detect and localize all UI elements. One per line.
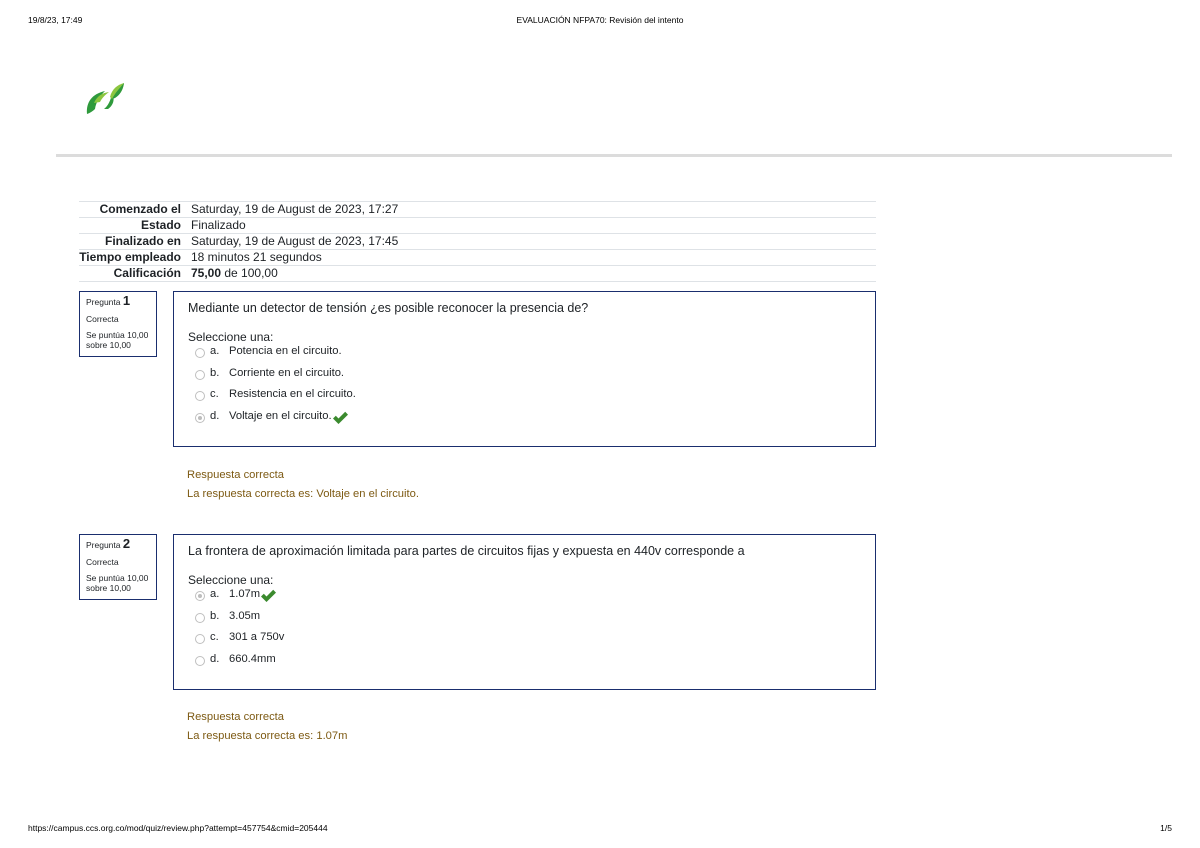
- question-text: Mediante un detector de tensión ¿es posible reconocer la presencia de?: [188, 301, 589, 315]
- question-feedback-1: [187, 468, 419, 506]
- option-text: 1.07m: [229, 588, 261, 600]
- answer-prompt: Seleccione una:: [188, 330, 274, 344]
- radio-button[interactable]: [195, 348, 205, 358]
- answer-prompt: Seleccione una:: [188, 573, 274, 587]
- option-text: 3.05m: [229, 609, 261, 622]
- option-letter: a.: [210, 345, 220, 357]
- radio-button-selected[interactable]: [195, 413, 205, 423]
- question-text: La frontera de aproximación limitada para partes de circuitos fijas y expuesta en 440v corresponde a: [188, 544, 745, 558]
- answer-option-d[interactable]: [188, 409, 861, 431]
- option-letter: b.: [210, 366, 220, 379]
- radio-button[interactable]: [195, 391, 205, 401]
- summary-row-completed: [79, 234, 876, 250]
- option-text: 660.4mm: [229, 653, 276, 666]
- summary-row-state: [79, 218, 876, 234]
- question-feedback-2: [187, 710, 347, 748]
- option-text: 301 a 750v: [229, 631, 285, 644]
- summary-label: Comenzado el: [79, 202, 185, 218]
- page-counter: 1/5: [1160, 823, 1172, 833]
- summary-row-time-taken: [79, 250, 876, 266]
- option-letter: d.: [210, 653, 220, 666]
- option-letter: d.: [210, 410, 220, 423]
- question-number-value: 1: [122, 293, 131, 308]
- summary-row-started: [79, 202, 876, 218]
- question-state: Correcta: [86, 314, 119, 324]
- grade-score: 75,00: [191, 266, 222, 280]
- question-number: [86, 536, 151, 551]
- option-text: Corriente en el circuito.: [229, 366, 345, 379]
- option-letter: c.: [210, 631, 219, 644]
- attempt-summary-table: [79, 201, 876, 282]
- option-letter: b.: [210, 609, 220, 622]
- summary-label: Finalizado en: [79, 234, 185, 250]
- question-grade: Se puntúa 10,00 sobre 10,00: [86, 573, 149, 593]
- check-icon: [332, 411, 349, 425]
- check-icon: [260, 589, 277, 603]
- feedback-outcome: Respuesta correcta: [187, 711, 285, 723]
- question-number-value: 2: [122, 536, 131, 551]
- feedback-right-answer: La respuesta correcta es: 1.07m: [187, 730, 348, 742]
- summary-label: Tiempo empleado: [79, 250, 185, 266]
- option-letter: a.: [210, 588, 220, 600]
- answer-option-d[interactable]: [188, 652, 861, 674]
- summary-value: [185, 266, 876, 282]
- radio-button[interactable]: [195, 634, 205, 644]
- page-url: https://campus.ccs.org.co/mod/quiz/review.php?attempt=457754&cmid=205444: [28, 823, 328, 833]
- print-page-title: EVALUACIÓN NFPA70: Revisión del intento: [516, 15, 684, 25]
- question-label: Pregunta: [86, 297, 121, 307]
- answer-option-b[interactable]: [188, 366, 861, 388]
- summary-row-grade: [79, 266, 876, 282]
- print-header: [28, 15, 1172, 27]
- grade-max: de 100,00: [221, 266, 278, 280]
- site-logo[interactable]: [84, 80, 128, 120]
- summary-value: Saturday, 19 de August de 2023, 17:27: [185, 202, 876, 218]
- answer-option-c[interactable]: [188, 630, 861, 652]
- option-text: Potencia en el circuito.: [229, 345, 342, 357]
- answer-option-a[interactable]: [188, 344, 861, 366]
- feedback-outcome: Respuesta correcta: [187, 469, 285, 481]
- radio-button[interactable]: [195, 613, 205, 623]
- print-datetime: 19/8/23, 17:49: [28, 15, 83, 25]
- print-footer: [28, 823, 1172, 835]
- option-text: Resistencia en el circuito.: [229, 388, 356, 401]
- question-grade: Se puntúa 10,00 sobre 10,00: [86, 330, 149, 350]
- leaf-logo-icon: [84, 80, 128, 120]
- question-number: [86, 293, 151, 308]
- question-info-1: [79, 291, 157, 357]
- question-label: Pregunta: [86, 540, 121, 550]
- answer-option-a[interactable]: [188, 587, 861, 609]
- feedback-right-answer: La respuesta correcta es: Voltaje en el circuito.: [187, 488, 419, 500]
- summary-value: Saturday, 19 de August de 2023, 17:45: [185, 234, 876, 250]
- header-divider: [56, 154, 1172, 157]
- summary-label: Calificación: [79, 266, 185, 282]
- radio-button-selected[interactable]: [195, 591, 205, 601]
- summary-value: 18 minutos 21 segundos: [185, 250, 876, 266]
- question-state: Correcta: [86, 557, 119, 567]
- summary-label: Estado: [79, 218, 185, 234]
- option-text: Voltaje en el circuito.: [229, 410, 332, 423]
- answer-option-b[interactable]: [188, 609, 861, 631]
- option-letter: c.: [210, 388, 219, 401]
- answer-option-c[interactable]: [188, 387, 861, 409]
- radio-button[interactable]: [195, 370, 205, 380]
- question-content-2: [173, 534, 876, 690]
- question-content-1: [173, 291, 876, 447]
- radio-button[interactable]: [195, 656, 205, 666]
- question-info-2: [79, 534, 157, 600]
- summary-value: Finalizado: [185, 218, 876, 234]
